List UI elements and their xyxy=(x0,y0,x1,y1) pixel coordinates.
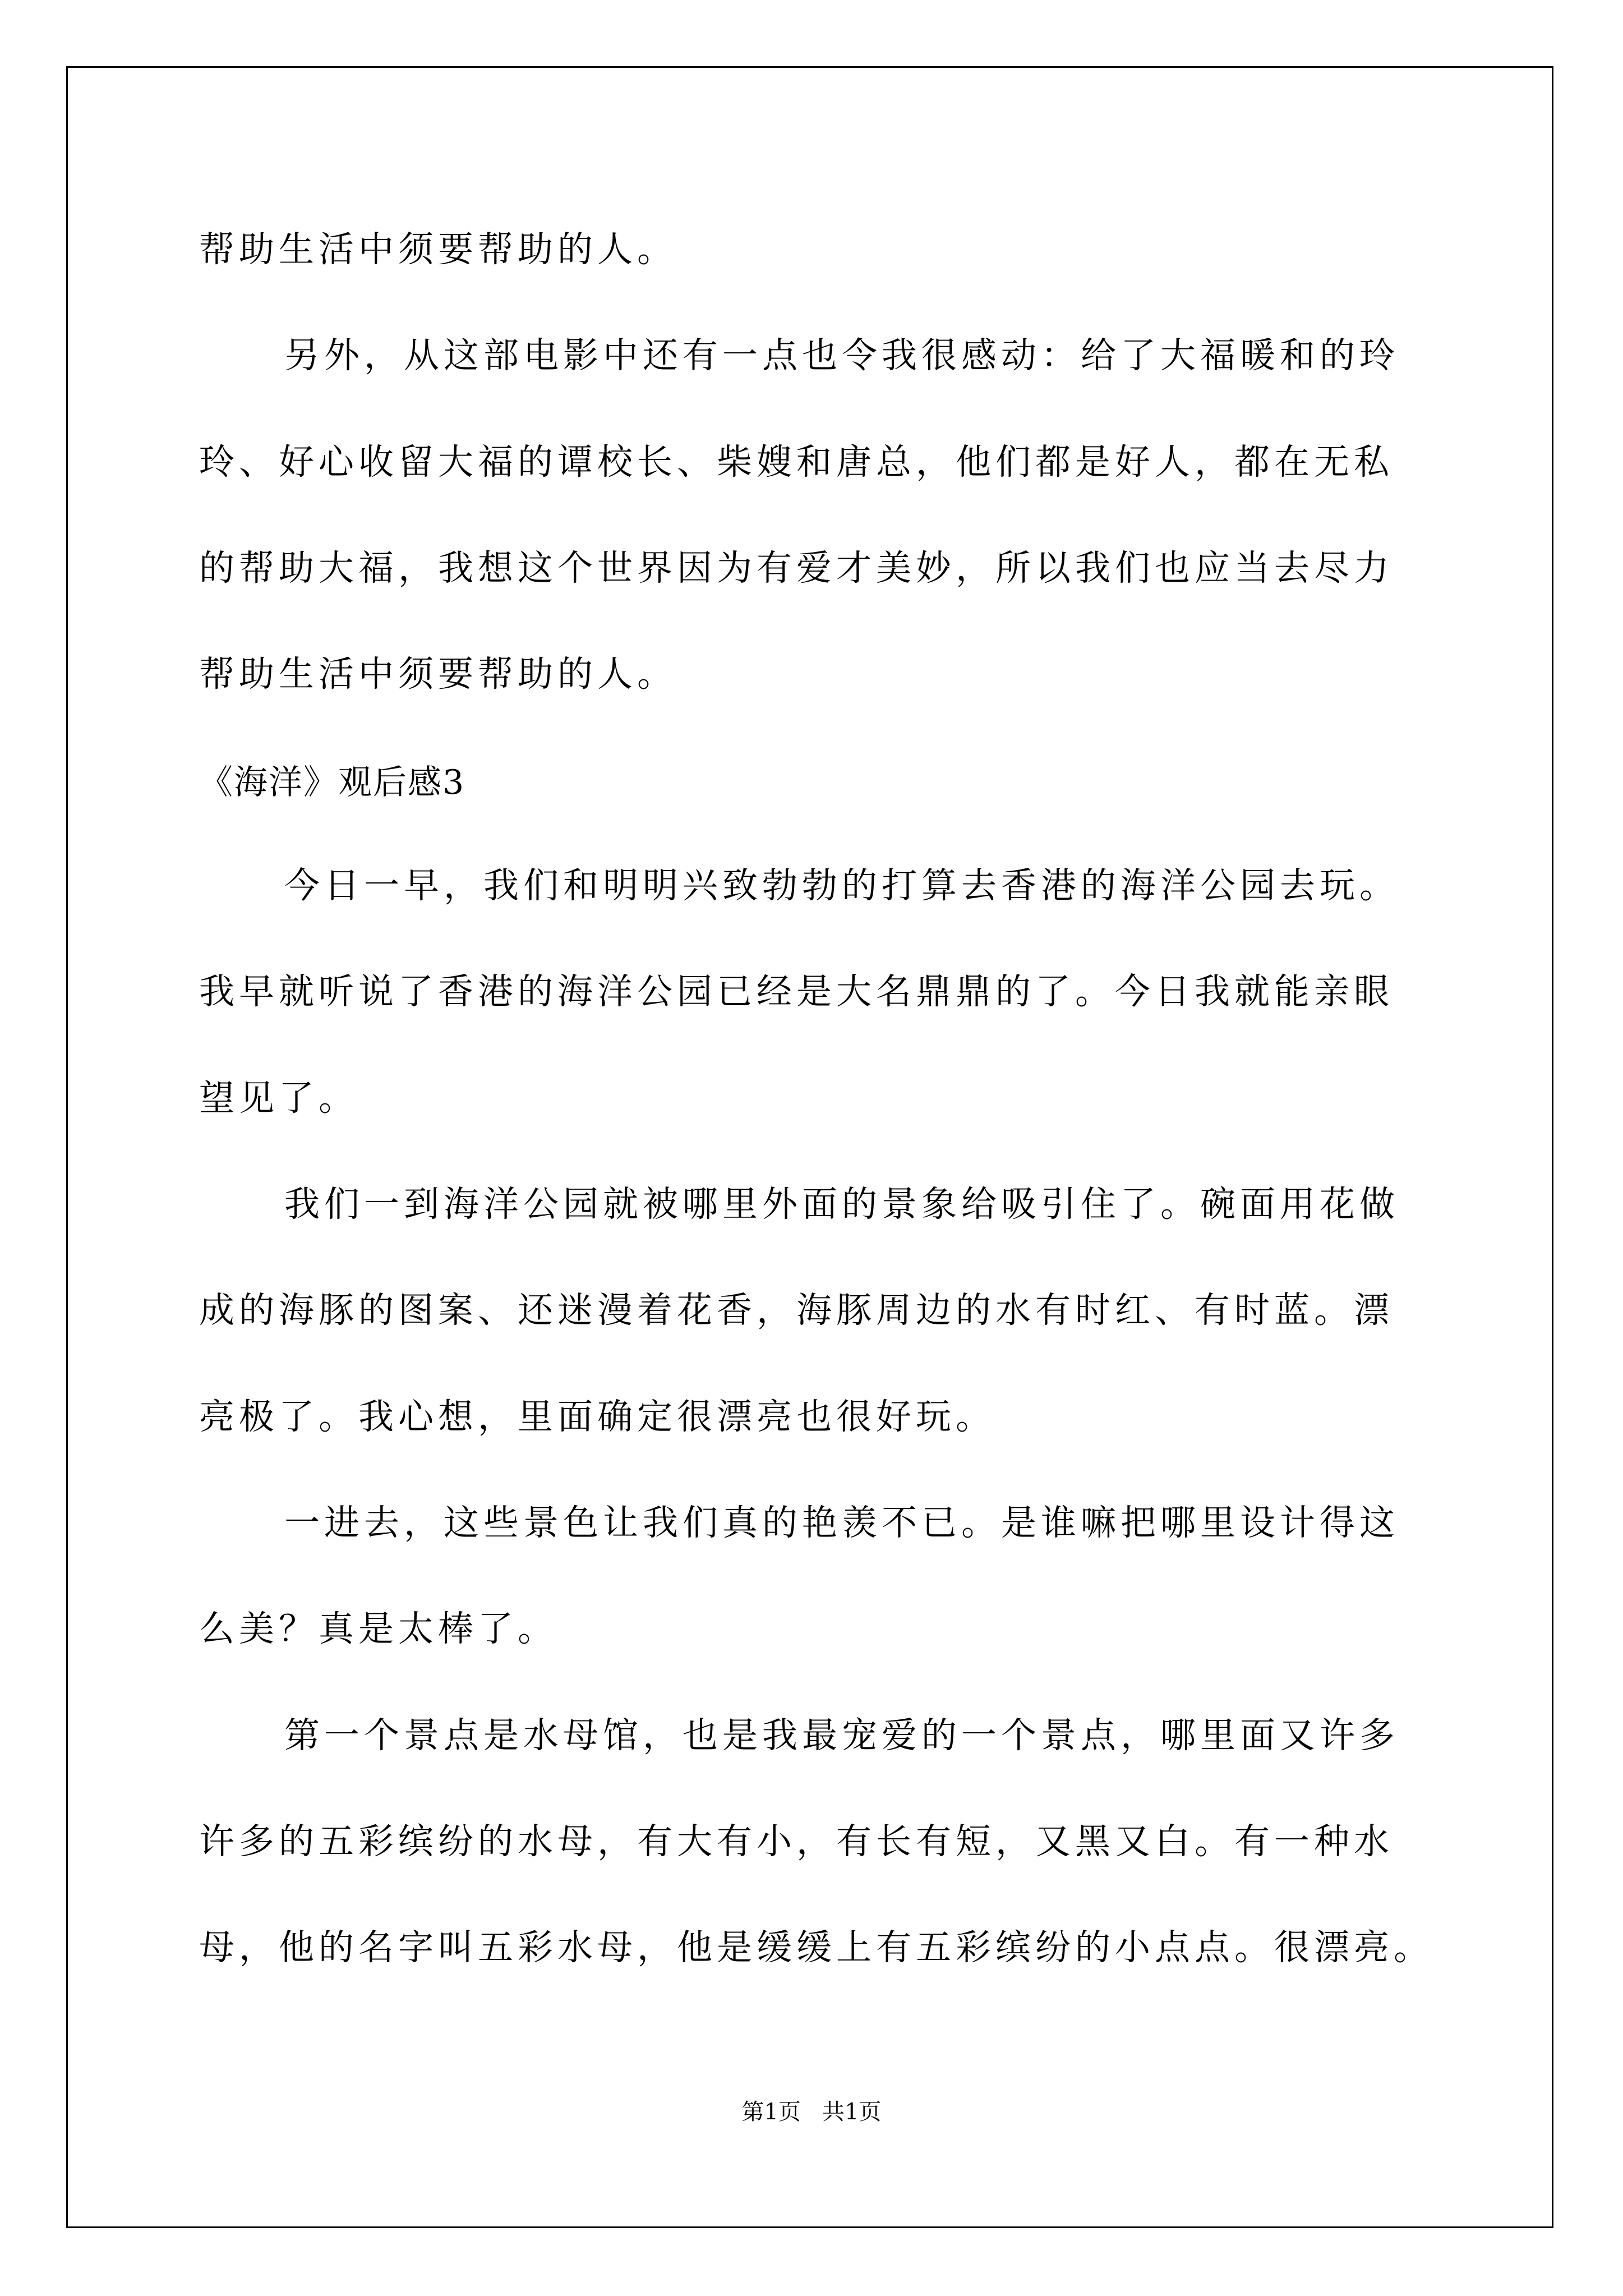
paragraph-line: 另外，从这部电影中还有一点也令我很感动：给了大福暖和的玲 xyxy=(284,335,1399,376)
page-number: 第1页 共1页 xyxy=(741,2099,882,2125)
paragraph-line: 玲、好心收留大福的谭校长、柴嫂和唐总，他们都是好人，都在无私 xyxy=(199,441,1394,482)
section-heading: 《海洋》观后感3 xyxy=(199,763,465,802)
paragraph-line: 一进去，这些景色让我们真的艳羡不已。是谁嘛把哪里设计得这 xyxy=(284,1502,1399,1543)
paragraph-line: 母，他的名字叫五彩水母，他是缓缓上有五彩缤纷的小点点。很漂亮。 xyxy=(199,1927,1433,1968)
paragraph-line: 么美？真是太棒了。 xyxy=(199,1608,557,1649)
paragraph-line: 的帮助大福，我想这个世界因为有爱才美妙，所以我们也应当去尽力 xyxy=(199,547,1394,588)
paragraph-line: 亮极了。我心想，里面确定很漂亮也很好玩。 xyxy=(199,1396,995,1437)
paragraph-line: 第一个景点是水母馆，也是我最宠爱的一个景点，哪里面又许多 xyxy=(284,1715,1399,1756)
paragraph-line: 望见了。 xyxy=(199,1078,358,1119)
paragraph-line: 成的海豚的图案、还迷漫着花香，海豚周边的水有时红、有时蓝。漂 xyxy=(199,1290,1394,1331)
paragraph-line: 我们一到海洋公园就被哪里外面的景象给吸引住了。碗面用花做 xyxy=(284,1184,1399,1225)
paragraph-line: 帮助生活中须要帮助的人。 xyxy=(199,229,677,270)
paragraph-line: 我早就听说了香港的海洋公园已经是大名鼎鼎的了。今日我就能亲眼 xyxy=(199,971,1394,1012)
page-border xyxy=(66,66,1553,2228)
paragraph-line: 帮助生活中须要帮助的人。 xyxy=(199,654,677,694)
paragraph-line: 许多的五彩缤纷的水母，有大有小，有长有短，又黑又白。有一种水 xyxy=(199,1821,1394,1862)
paragraph-line: 今日一早，我们和明明兴致勃勃的打算去香港的海洋公园去玩。 xyxy=(284,865,1399,906)
